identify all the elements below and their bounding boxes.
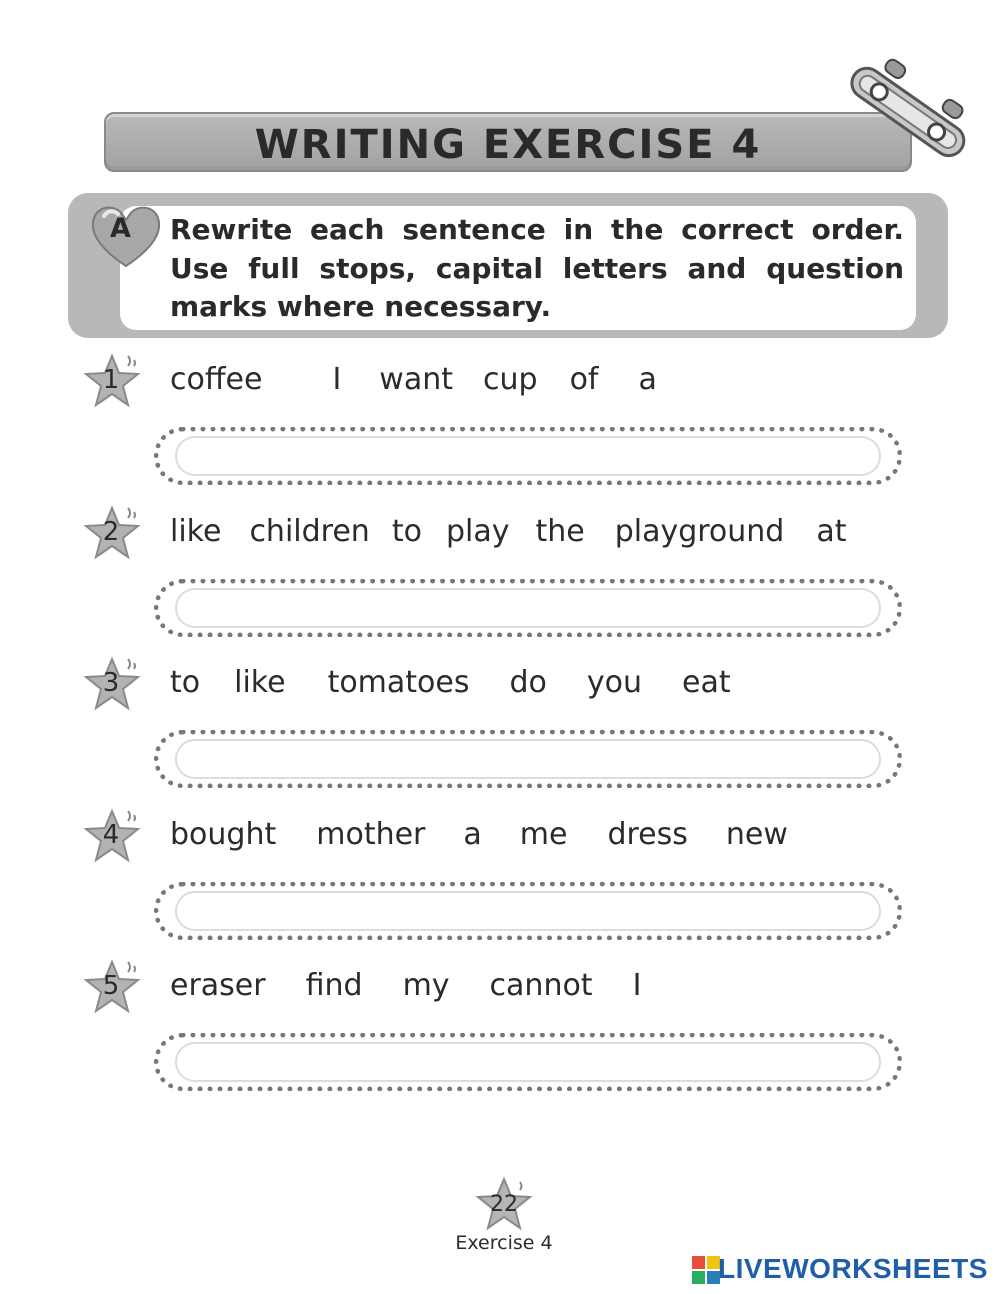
scrambled-words xyxy=(170,362,657,402)
word: cup xyxy=(483,362,538,397)
question-number: 5 xyxy=(102,971,120,1001)
word: you xyxy=(586,665,643,700)
word: coffee xyxy=(170,362,263,397)
word: eat xyxy=(682,665,731,700)
title-bar xyxy=(104,112,912,172)
answer-field-inner[interactable] xyxy=(175,891,881,931)
answer-field-inner[interactable] xyxy=(175,588,881,628)
word: do xyxy=(509,665,547,700)
word: I xyxy=(632,968,642,1003)
word: playground xyxy=(614,513,785,549)
word: want xyxy=(379,362,453,397)
word: find xyxy=(305,968,363,1003)
answer-field[interactable] xyxy=(154,730,902,788)
scrambled-words xyxy=(170,968,641,1008)
word: like xyxy=(170,513,222,549)
answer-field-inner[interactable] xyxy=(175,436,881,476)
answer-field[interactable] xyxy=(154,579,902,637)
footer-label: Exercise 4 xyxy=(455,1232,553,1254)
answer-field[interactable] xyxy=(154,1033,902,1091)
word: mother xyxy=(316,816,426,852)
word: new xyxy=(725,816,788,852)
question-number: 2 xyxy=(102,516,120,547)
word: the xyxy=(535,513,585,549)
word: at xyxy=(816,513,847,549)
scrambled-words xyxy=(170,514,847,554)
answer-field-inner[interactable] xyxy=(175,739,881,779)
word: bought xyxy=(170,816,277,852)
word: like xyxy=(234,665,286,700)
word: cannot xyxy=(489,968,593,1003)
word: dress xyxy=(607,816,688,852)
answer-field[interactable] xyxy=(154,882,902,940)
word: tomatoes xyxy=(327,665,470,700)
page-number: 22 xyxy=(490,1192,518,1217)
word: to xyxy=(391,513,422,549)
word: a xyxy=(463,816,482,852)
answer-field-inner[interactable] xyxy=(175,1042,881,1082)
word: of xyxy=(569,362,599,397)
liveworksheets-brand: LIVEWORKSHEETS xyxy=(718,1253,988,1284)
skateboard-icon xyxy=(830,56,980,176)
question-number: 1 xyxy=(102,365,120,395)
question-number: 3 xyxy=(102,668,120,698)
word: I xyxy=(332,362,342,397)
word: children xyxy=(249,513,370,549)
page-title: WRITING EXERCISE 4 xyxy=(254,122,762,168)
word: my xyxy=(402,968,450,1003)
word: to xyxy=(170,665,201,700)
scrambled-words xyxy=(170,665,731,705)
answer-field[interactable] xyxy=(154,427,902,485)
question-number: 4 xyxy=(102,819,120,850)
scrambled-words xyxy=(170,817,788,857)
word: a xyxy=(638,362,657,397)
word: play xyxy=(445,513,510,549)
word: eraser xyxy=(170,968,266,1003)
section-letter: A xyxy=(110,213,131,244)
liveworksheets-logo-icon xyxy=(692,1256,720,1284)
word: me xyxy=(519,816,568,852)
instruction-text: Rewrite each sentence in the correct order. Use full stops, capital letters and question marks where necessary. xyxy=(170,213,904,323)
